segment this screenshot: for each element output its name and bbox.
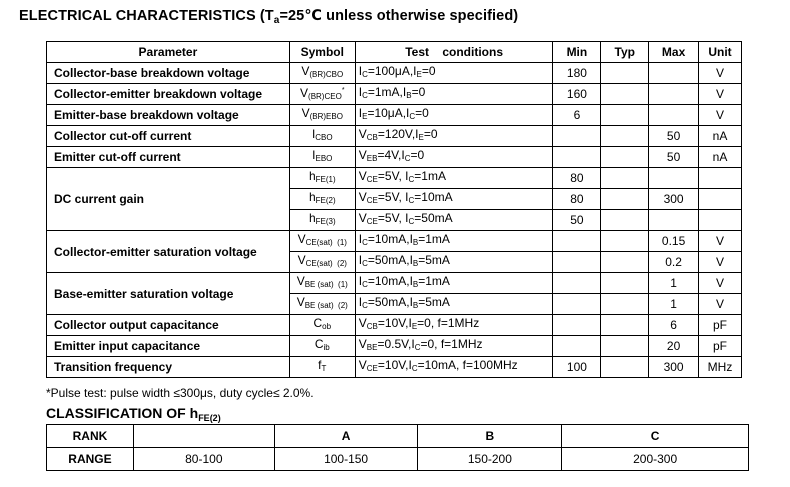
table-row xyxy=(47,336,742,357)
unit-cell: MHz xyxy=(699,357,742,378)
symbol-cell: $h_{FE(1)}$ xyxy=(289,168,355,189)
unit-cell: nA xyxy=(699,147,742,168)
unit-cell xyxy=(699,210,742,231)
classification-table xyxy=(46,424,749,471)
typ-cell xyxy=(601,126,649,147)
header-min: Min xyxy=(553,42,601,63)
unit-cell: V xyxy=(699,273,742,294)
conditions-cell: $V_{EB}=4V,I_C=0$ xyxy=(355,147,553,168)
typ-cell xyxy=(601,273,649,294)
param-cell: Collector output capacitance xyxy=(47,315,290,336)
title-text-rest: =25℃ unless otherwise specified) xyxy=(279,8,519,24)
symbol-cell: $f_T$ xyxy=(289,357,355,378)
range-row xyxy=(47,448,749,471)
conditions-cell: $V_{CB}=10V,I_E=0$, f=1MHz xyxy=(355,315,553,336)
unit-cell: V xyxy=(699,252,742,273)
table-row xyxy=(47,315,742,336)
max-cell xyxy=(649,210,699,231)
table-header-row xyxy=(47,42,742,63)
table-row xyxy=(47,126,742,147)
min-cell: 180 xyxy=(553,63,601,84)
max-cell: 6 xyxy=(649,315,699,336)
table-row xyxy=(47,84,742,105)
max-cell: 20 xyxy=(649,336,699,357)
min-cell xyxy=(553,231,601,252)
conditions-cell: $V_{CE}=10V,I_C=10mA$, f=100MHz xyxy=(355,357,553,378)
typ-cell xyxy=(601,231,649,252)
conditions-cell: $I_C=10mA,I_B=1mA$ xyxy=(355,273,553,294)
typ-cell xyxy=(601,294,649,315)
typ-cell xyxy=(601,252,649,273)
min-cell xyxy=(553,147,601,168)
rank-label: RANK xyxy=(47,425,134,448)
param-cell: Emitter cut-off current xyxy=(47,147,290,168)
page-title xyxy=(19,8,518,26)
min-cell xyxy=(553,252,601,273)
typ-cell xyxy=(601,189,649,210)
min-cell: 50 xyxy=(553,210,601,231)
unit-cell: nA xyxy=(699,126,742,147)
symbol-cell: $V_{CE(sat) (1)}$ xyxy=(289,231,355,252)
typ-cell xyxy=(601,210,649,231)
title-text: ELECTRICAL CHARACTERISTICS (T xyxy=(19,8,274,24)
param-cell: Collector-emitter breakdown voltage xyxy=(47,84,290,105)
table-row xyxy=(47,147,742,168)
rank-cell: C xyxy=(562,425,749,448)
rank-cell: A xyxy=(274,425,418,448)
header-parameter: Parameter xyxy=(47,42,290,63)
table-row xyxy=(47,105,742,126)
unit-cell: pF xyxy=(699,336,742,357)
conditions-cell: $V_{CE}=5V$, $I_C=1mA$ xyxy=(355,168,553,189)
param-cell: Emitter input capacitance xyxy=(47,336,290,357)
symbol-cell: $V_{BE (sat) (1)}$ xyxy=(289,273,355,294)
conditions-cell: $I_C=50mA,I_B=5mA$ xyxy=(355,252,553,273)
max-cell xyxy=(649,168,699,189)
rank-cell: B xyxy=(418,425,562,448)
symbol-cell: $V_{BE (sat) (2)}$ xyxy=(289,294,355,315)
typ-cell xyxy=(601,105,649,126)
typ-cell xyxy=(601,147,649,168)
unit-cell: V xyxy=(699,84,742,105)
table-row xyxy=(47,273,742,294)
max-cell xyxy=(649,84,699,105)
rank-cell xyxy=(133,425,274,448)
rank-row xyxy=(47,425,749,448)
min-cell xyxy=(553,126,601,147)
conditions-cell: $I_C=1mA,I_B=0$ xyxy=(355,84,553,105)
symbol-cell: $h_{FE(2)}$ xyxy=(289,189,355,210)
param-cell: Collector-base breakdown voltage xyxy=(47,63,290,84)
min-cell: 80 xyxy=(553,189,601,210)
typ-cell xyxy=(601,336,649,357)
max-cell: 300 xyxy=(649,357,699,378)
conditions-cell: $V_{CE}=5V$, $I_C=10mA$ xyxy=(355,189,553,210)
min-cell: 6 xyxy=(553,105,601,126)
electrical-characteristics-table xyxy=(46,41,742,378)
unit-cell: V xyxy=(699,63,742,84)
table-row xyxy=(47,357,742,378)
param-cell: Collector-emitter saturation voltage xyxy=(47,231,290,273)
param-cell: Collector cut-off current xyxy=(47,126,290,147)
param-cell: Base-emitter saturation voltage xyxy=(47,273,290,315)
header-typ: Typ xyxy=(601,42,649,63)
symbol-cell: $C_{ib}$ xyxy=(289,336,355,357)
max-cell: 50 xyxy=(649,126,699,147)
conditions-cell: $I_C=10mA,I_B=1mA$ xyxy=(355,231,553,252)
min-cell: 100 xyxy=(553,357,601,378)
max-cell xyxy=(649,63,699,84)
unit-cell xyxy=(699,168,742,189)
range-cell: 200-300 xyxy=(562,448,749,471)
conditions-cell: $V_{BE}=0.5V,I_C=0$, f=1MHz xyxy=(355,336,553,357)
header-max: Max xyxy=(649,42,699,63)
typ-cell xyxy=(601,84,649,105)
symbol-cell: $I_{CBO}$ xyxy=(289,126,355,147)
param-cell: DC current gain xyxy=(47,168,290,231)
conditions-cell: $V_{CB}=120V,I_E=0$ xyxy=(355,126,553,147)
classification-title: CLASSIFICATION OF $h_{FE(2)}$ xyxy=(46,405,221,423)
unit-cell xyxy=(699,189,742,210)
typ-cell xyxy=(601,357,649,378)
symbol-cell: $h_{FE(3)}$ xyxy=(289,210,355,231)
header-conditions: Test conditions xyxy=(355,42,553,63)
symbol-cell: $I_{EBO}$ xyxy=(289,147,355,168)
min-cell xyxy=(553,315,601,336)
min-cell xyxy=(553,294,601,315)
symbol-cell: $V_{CE(sat) (2)}$ xyxy=(289,252,355,273)
max-cell: 0.15 xyxy=(649,231,699,252)
table-row xyxy=(47,231,742,252)
table-row xyxy=(47,168,742,189)
typ-cell xyxy=(601,315,649,336)
param-cell: Emitter-base breakdown voltage xyxy=(47,105,290,126)
conditions-cell: $I_C=50mA,I_B=5mA$ xyxy=(355,294,553,315)
conditions-cell: $I_E=10\mu A,I_C=0$ xyxy=(355,105,553,126)
symbol-cell: $V_{(BR)CEO}^*$ xyxy=(289,84,355,105)
max-cell: 0.2 xyxy=(649,252,699,273)
title-subscript: a xyxy=(273,15,280,26)
range-cell: 80-100 xyxy=(133,448,274,471)
max-cell: 1 xyxy=(649,273,699,294)
conditions-cell: $V_{CE}=5V$, $I_C=50mA$ xyxy=(355,210,553,231)
unit-cell: V xyxy=(699,294,742,315)
min-cell xyxy=(553,336,601,357)
conditions-cell: $I_C=100\mu A,I_E=0$ xyxy=(355,63,553,84)
header-symbol: Symbol xyxy=(289,42,355,63)
typ-cell xyxy=(601,63,649,84)
min-cell xyxy=(553,273,601,294)
range-cell: 150-200 xyxy=(418,448,562,471)
typ-cell xyxy=(601,168,649,189)
unit-cell: V xyxy=(699,231,742,252)
unit-cell: pF xyxy=(699,315,742,336)
range-cell: 100-150 xyxy=(274,448,418,471)
header-unit: Unit xyxy=(699,42,742,63)
max-cell: 1 xyxy=(649,294,699,315)
table-row xyxy=(47,63,742,84)
max-cell: 300 xyxy=(649,189,699,210)
min-cell: 80 xyxy=(553,168,601,189)
max-cell: 50 xyxy=(649,147,699,168)
min-cell: 160 xyxy=(553,84,601,105)
symbol-cell: $V_{(BR)CBO}$ xyxy=(289,63,355,84)
range-label: RANGE xyxy=(47,448,134,471)
param-cell: Transition frequency xyxy=(47,357,290,378)
symbol-cell: $C_{ob}$ xyxy=(289,315,355,336)
symbol-cell: $V_{(BR)EBO}$ xyxy=(289,105,355,126)
pulse-test-note: *Pulse test: pulse width ≤300μs, duty cycle≤ 2.0%. xyxy=(46,386,314,400)
max-cell xyxy=(649,105,699,126)
unit-cell: V xyxy=(699,105,742,126)
